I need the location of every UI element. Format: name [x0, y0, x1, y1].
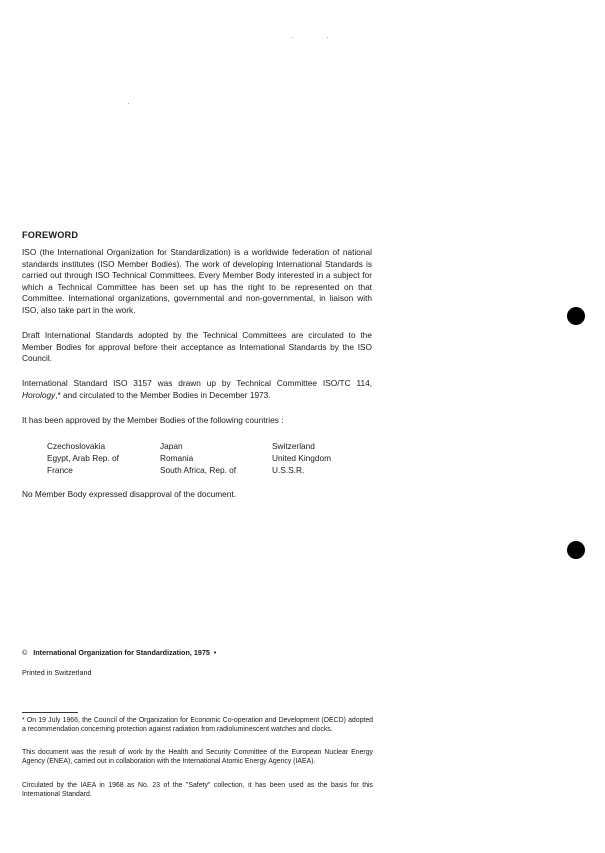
footnote-2: This document was the result of work by the Health and Security Committee of the European Nuclear Energy Agency (ENEA), carried out in collaboration with the International Atomic Energy Agency (IAEA).: [22, 749, 373, 766]
footnote-1: * On 19 July 1966, the Council of the Organization for Economic Co-operation and Development (OECD) adopted a recommendation concerning protection against radiation from radioluminescent watches and clocks.: [22, 717, 373, 734]
scan-speck: [128, 103, 129, 104]
printed-in: Printed in Switzerland: [22, 668, 92, 677]
footnote-divider: [22, 712, 78, 713]
country-item: Switzerland: [272, 441, 315, 451]
punch-hole-icon: [567, 307, 585, 325]
copyright-icon: ©: [22, 648, 28, 657]
foreword-paragraph-3: [22, 378, 372, 401]
scan-speck: [292, 37, 293, 38]
country-column-2: [160, 440, 236, 477]
country-item: South Africa, Rep. of: [160, 465, 237, 476]
country-item: Japan: [160, 441, 183, 451]
horology-title: Horology: [22, 389, 56, 400]
foreword-paragraph-5: No Member Body expressed disapproval of the document.: [22, 489, 236, 499]
bullet-icon: •: [213, 648, 217, 657]
country-item: Egypt, Arab Rep. of: [47, 453, 119, 464]
foreword-paragraph-1: ISO (the International Organization for Standardization) is a worldwide federation of national standards institutes (ISO Member Bodies). The work of developing International Standards is carried out through ISO Technical Committees. Every Member Body interested in a subject for which a Technical Committee has been set up has the right to be represented on that Committee. International organizations, governmental and non-governmental, in liaison with ISO, also take part in the work.: [22, 247, 372, 315]
scan-speck: [327, 37, 328, 38]
country-item: Czechoslovakia: [47, 441, 106, 451]
foreword-heading: FOREWORD: [22, 230, 79, 240]
copyright-text: International Organization for Standardization, 1975: [33, 648, 210, 657]
country-item: France: [47, 465, 73, 476]
country-item: Romania: [160, 453, 194, 464]
punch-hole-icon: [567, 541, 585, 559]
foreword-paragraph-4: It has been approved by the Member Bodies of the following countries :: [22, 415, 284, 425]
footnote-3: Circulated by the IAEA in 1968 as No. 23 of the "Safety" collection, it has been used as the basis for this International Standard.: [22, 782, 373, 799]
country-column-3: [272, 440, 331, 477]
foreword-paragraph-2: Draft International Standards adopted by the Technical Committees are circulated to the Member Bodies for approval before their acceptance as International Standards by the ISO Council.: [22, 330, 372, 364]
country-item: U.S.S.R.: [272, 465, 305, 476]
country-item: United Kingdom: [272, 453, 332, 464]
country-column-1: [47, 440, 119, 477]
copyright-line: [22, 648, 216, 657]
paragraph-3-text-start: International Standard ISO 3157 was drawn up by Technical Committee ISO/TC 114,: [22, 378, 372, 388]
paragraph-3-text-end: ,* and circulated to the Member Bodies in December 1973.: [55, 389, 271, 400]
